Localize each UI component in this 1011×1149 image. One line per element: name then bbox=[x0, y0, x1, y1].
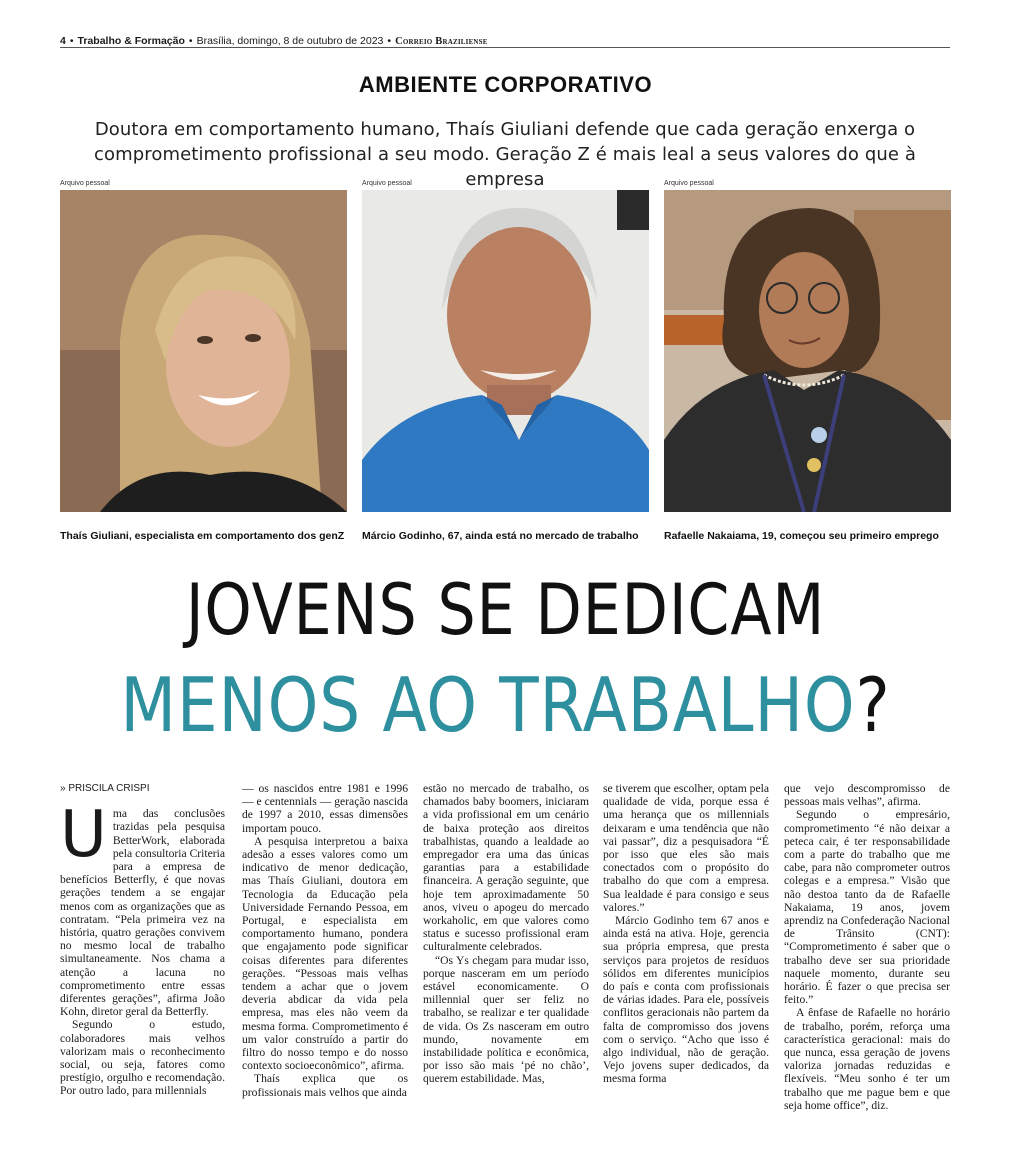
paragraph: A ênfase de Rafaelle no horário de trabalho, porém, reforça uma característica geracional: mais do que nunca, essa geração de jovens valoriza jornadas reduzidas e flexíveis. “Meu sonho é ter um trabalho que me pague bem e que seja home office”, diz. bbox=[784, 1006, 950, 1112]
paragraph: — os nascidos entre 1981 e 1996 — e centennials — geração nascida de 1997 a 2010, essas dimensões importam pouco. bbox=[242, 782, 408, 835]
photo-caption: Thaís Giuliani, especialista em comportamento dos genZ bbox=[60, 530, 345, 542]
paragraph: Uma das conclusões trazidas pela pesquisa BetterWork, elaborada pela consultoria Criteria para a empresa de benefícios Betterfly, é que novas gerações tendem a se engajar menos com as organizações que as contratam. “Pela primeira vez na história, quatro gerações convivem no mesmo local de trabalho simultaneamente. Nos chama a atenção a lacuna no comprometimento entre essas diferentes gerações”, afirma João Kohn, diretor geral da Betterfly. bbox=[60, 798, 225, 1019]
paragraph: estão no mercado de trabalho, os chamados baby boomers, iniciaram a vida profissional em um cenário de baixa proteção aos direitos trabalhistas, quando a lealdade ao empregador era uma das únicas garantias para a estabilidade financeira. A geração seguinte, que hoje tem aproximadamente 50 anos, viveu o apogeu do mercado workaholic, em que valores como status e sucesso profissional eram culturalmente celebrados. bbox=[423, 782, 589, 954]
newspaper-brand: Correio Braziliense bbox=[395, 35, 488, 47]
question-mark: ? bbox=[855, 661, 891, 749]
article-column-4 bbox=[603, 782, 769, 1086]
headline-line-2-main: MENOS AO TRABALHO bbox=[120, 661, 856, 749]
headline-line-2 bbox=[71, 662, 940, 748]
paragraph: A pesquisa interpretou a baixa adesão a esses valores como um indicativo de menor dedicação, mas Thaís Giuliani, doutora em Tecnologia da Educação pela Universidade Fernando Pessoa, em Portugal, e especialista em comportamento humano, pondera que engajamento pode significar coisas diferentes para diferentes gerações. “Pessoas mais velhas tendem a achar que o jovem deveria abdicar da vida pela empresa, mas eles não veem da mesma forma. Comprometimento é um valor construído a partir do filtro do nosso tempo e do nosso contexto socioeconômico”, afirma. bbox=[242, 834, 408, 1073]
section-name: Trabalho & Formação bbox=[77, 35, 185, 47]
bullet-icon: • bbox=[69, 35, 74, 47]
photo-caption: Rafaelle Nakaiama, 19, começou seu primeiro emprego bbox=[664, 530, 939, 542]
photo-thais-giuliani bbox=[60, 190, 347, 512]
paragraph: Segundo o empresário, comprometimento “é não deixar a peteca cair, é ter responsabilidade com a parte do trabalho que me cabe, para não comprometer outros colegas e a empresa.” Visão que não destoa tanto da de Rafaelle Nakaiama, 19 anos, jovem aprendiz na Confederação Nacional de Trânsito (CNT): “Comprometimento é saber que o trabalho deve ser sua prioridade naquele momento, durante seu horário. É fazer o que precisa ser feito.” bbox=[784, 808, 950, 1007]
paragraph: Thaís explica que os profissionais mais velhos que ainda bbox=[242, 1072, 408, 1099]
page-number: 4 bbox=[60, 35, 66, 47]
deck: Doutora em comportamento humano, Thaís Giuliani defende que cada geração enxerga o comprometimento profissional a seu modo. Geração Z é mais leal a seus valores do que à empresa bbox=[94, 119, 916, 190]
kicker: AMBIENTE CORPORATIVO bbox=[358, 72, 653, 97]
paragraph: “Os Ys chegam para mudar isso, porque nasceram em um período estável economicamente. O millennial quer ser feliz no trabalho, se realizar e ter qualidade de vida. Os Zs nasceram em outro mundo, novamente em instabilidade política e econômica, por isso são mais ‘pé no chão’, querem estabilidade. Mas, bbox=[423, 953, 589, 1086]
bullet-icon: • bbox=[188, 35, 193, 47]
photo-credit: Arquivo pessoal bbox=[60, 180, 110, 187]
photo-credit: Arquivo pessoal bbox=[664, 180, 714, 187]
photo-marcio-godinho bbox=[362, 190, 649, 512]
paragraph: Segundo o estudo, colaboradores mais velhos valorizam mais o reconhecimento social, ou seja, fatores como prestígio, orgulho e recomendação. Por outro lado, para millennials bbox=[60, 1018, 225, 1098]
article-column-1 bbox=[60, 782, 225, 1098]
photo-caption: Márcio Godinho, 67, ainda está no mercado de trabalho bbox=[362, 530, 639, 542]
photo-credit: Arquivo pessoal bbox=[362, 180, 412, 187]
byline: » PRISCILA CRISPI bbox=[60, 783, 150, 794]
headline-line-1: JOVENS SE DEDICAM bbox=[185, 569, 826, 651]
dateline: Brasília, domingo, 8 de outubro de 2023 bbox=[196, 35, 384, 47]
article-column-3 bbox=[423, 782, 589, 1086]
header-rule bbox=[60, 47, 950, 48]
article-column-2 bbox=[242, 782, 408, 1099]
drop-cap: U bbox=[60, 798, 107, 873]
article-column-5 bbox=[784, 782, 950, 1112]
bullet-icon: • bbox=[387, 35, 392, 47]
paragraph: se tiverem que escolher, optam pela qualidade de vida, porque essa é uma herança que os millennials deixaram e uma tendência que não vai passar”, diz a pesquisadora “É por isso que eles são mais conectados com o propósito do trabalho do que com a empresa. Sua lealdade é para consigo e seus valores.” bbox=[603, 782, 769, 914]
paragraph: Márcio Godinho tem 67 anos e ainda está na ativa. Hoje, gerencia sua própria empresa, que presta serviços para projetos de resíduos sólidos em diferentes municípios do país e conta com profissionais de várias idades. Para ele, possíveis conflitos geracionais não partem da falta de compromisso dos jovens com o serviço. “Acho que isso é algo individual, não de geração. Vejo jovens super dedicados, da mesma forma bbox=[603, 914, 769, 1086]
photo-rafaelle-nakaiama bbox=[664, 190, 951, 512]
paragraph: que vejo descompromisso de pessoas mais velhas”, afirma. bbox=[784, 782, 950, 809]
